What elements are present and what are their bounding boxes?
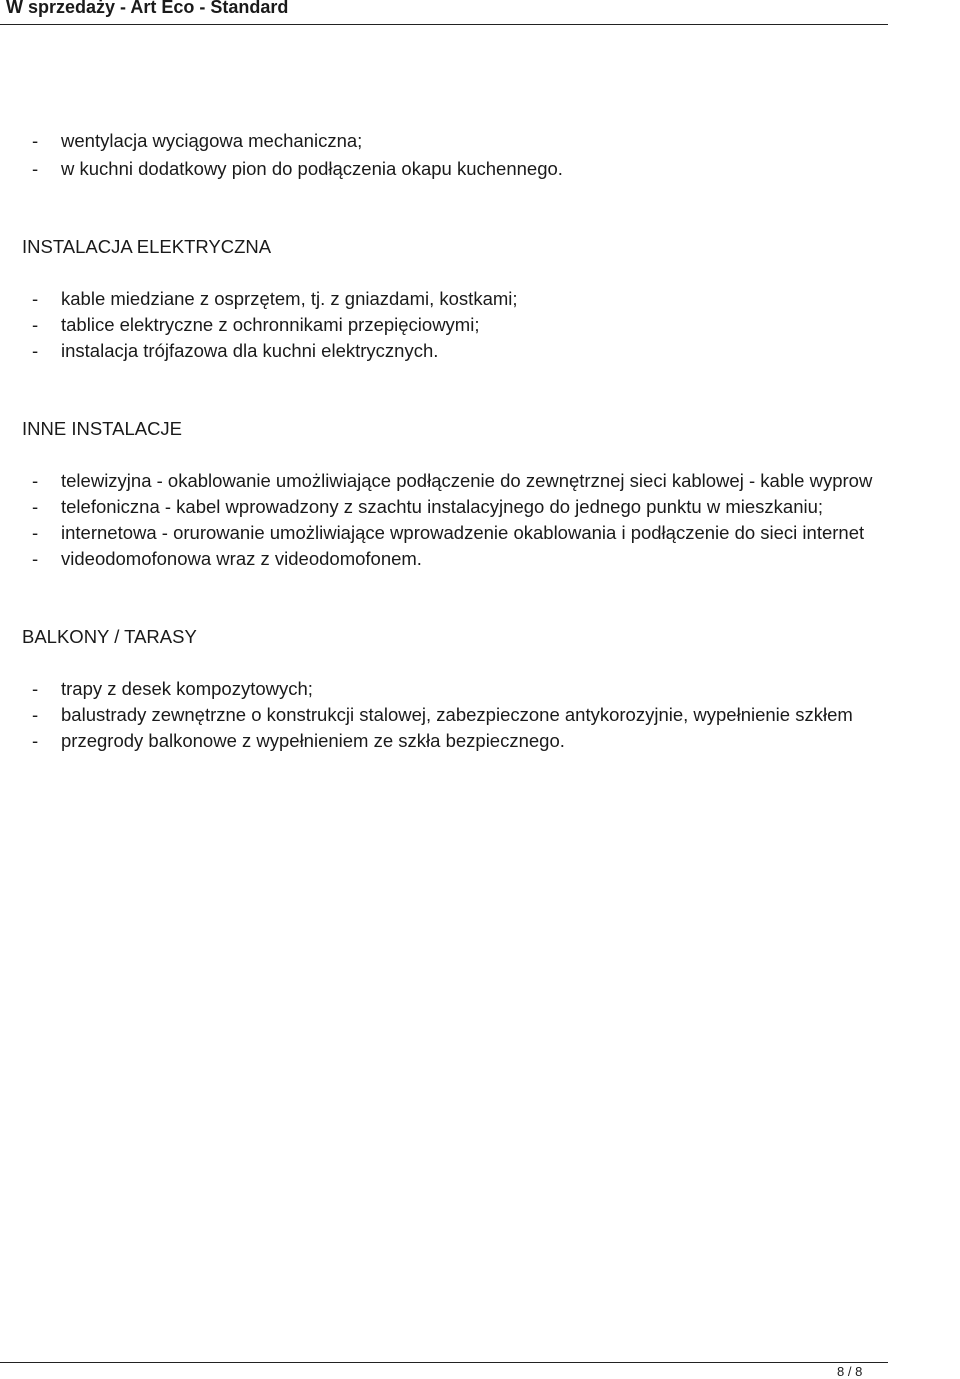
list-item-text: telewizyjna - okablowanie umożliwiające podłączenie do zewnętrznej sieci kablowej - kable wyprow [61,470,873,491]
page-number: 8 / 8 [837,1364,863,1379]
bullet-dash: - [32,522,39,543]
list-item-text: w kuchni dodatkowy pion do podłączenia okapu kuchennego. [61,158,563,179]
list-item-text: videodomofonowa wraz z videodomofonem. [61,548,422,569]
bullet-dash: - [32,470,39,491]
bullet-dash: - [32,704,39,725]
bullet-dash: - [32,496,39,517]
list-item-text: tablice elektryczne z ochronnikami przepięciowymi; [61,314,480,335]
list-item-text: kable miedziane z osprzętem, tj. z gniazdami, kostkami; [61,288,518,309]
bullet-dash: - [32,730,39,751]
list-item-text: instalacja trójfazowa dla kuchni elektrycznych. [61,340,439,361]
section-heading-electrical: INSTALACJA ELEKTRYCZNA [22,236,272,257]
bullet-dash: - [32,158,39,179]
bullet-dash: - [32,314,39,335]
page-header [0,0,888,25]
document-title: W sprzedaży - Art Eco - Standard [6,0,289,17]
list-item-text: wentylacja wyciągowa mechaniczna; [61,130,363,151]
list-item-text: przegrody balkonowe z wypełnieniem ze szkła bezpiecznego. [61,730,565,751]
bullet-dash: - [32,340,39,361]
section-heading-balconies: BALKONY / TARASY [22,626,197,647]
list-item-text: trapy z desek kompozytowych; [61,678,313,699]
bullet-dash: - [32,288,39,309]
list-item-text: balustrady zewnętrzne o konstrukcji stalowej, zabezpieczone antykorozyjnie, wypełnienie szkłem [61,704,853,725]
bullet-dash: - [32,548,39,569]
list-item-text: internetowa - orurowanie umożliwiające wprowadzenie okablowania i podłączenie do sieci internet [61,522,865,543]
section-heading-other: INNE INSTALACJE [22,418,183,439]
bullet-dash: - [32,678,39,699]
footer-divider [0,1362,888,1363]
list-item-text: telefoniczna - kabel wprowadzony z szachtu instalacyjnego do jednego punktu w mieszkaniu; [61,496,824,517]
bullet-dash: - [32,130,39,151]
